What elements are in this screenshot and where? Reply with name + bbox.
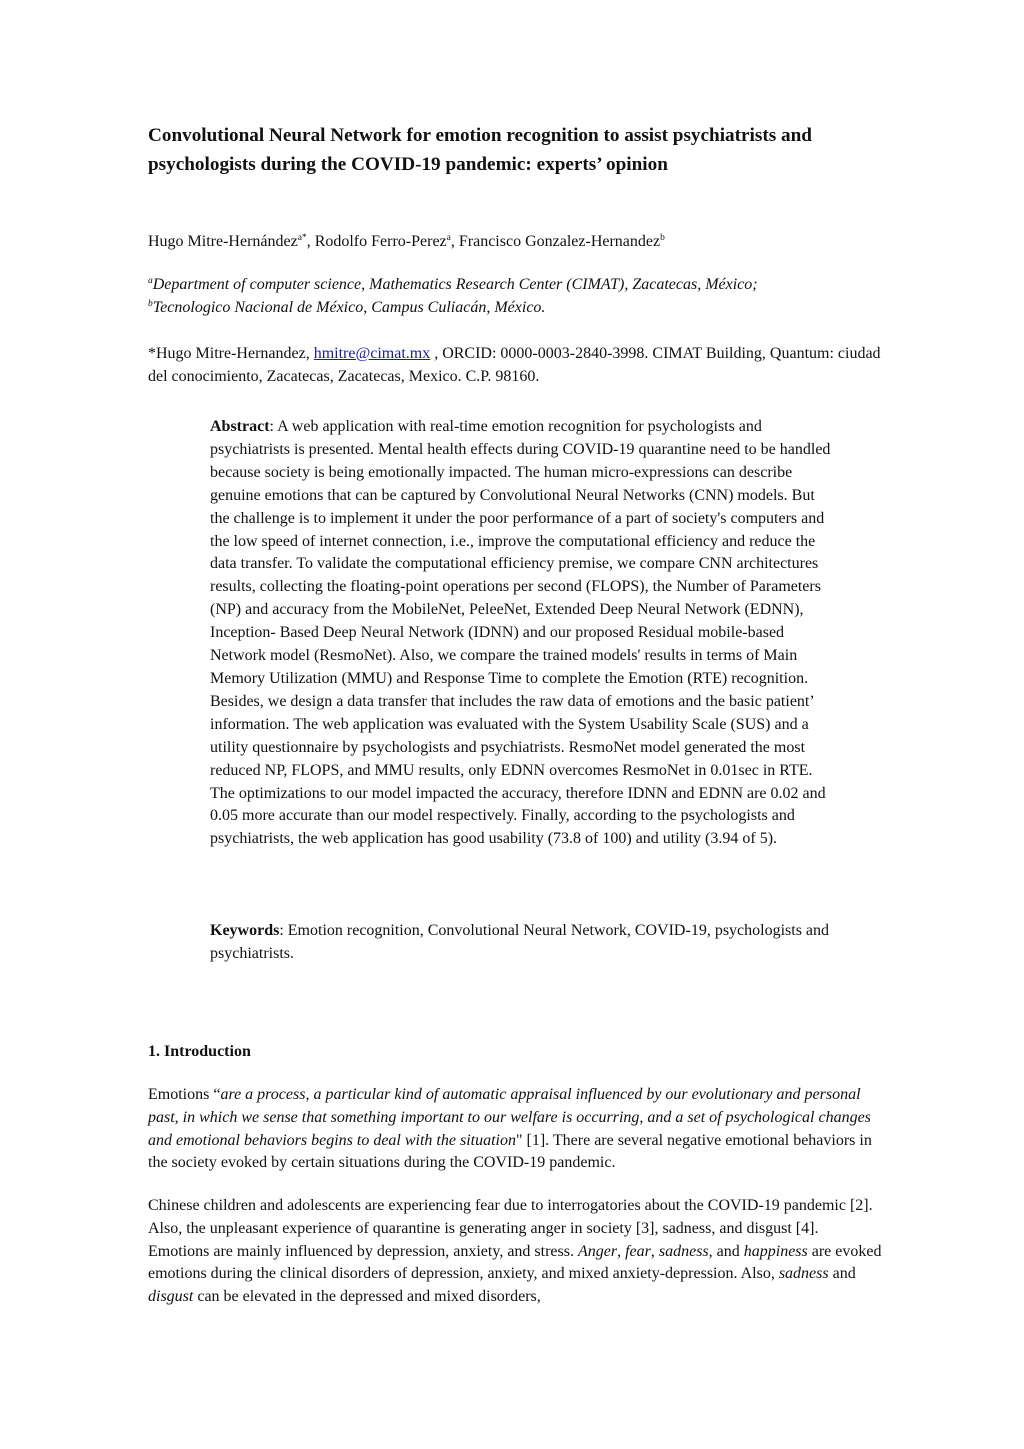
author-separator: ,	[306, 233, 315, 250]
email-link[interactable]: hmitre@cimat.mx	[313, 345, 431, 362]
text-run: can be elevated in the depressed and mixed disorders,	[193, 1288, 541, 1306]
text-run: and	[712, 1242, 744, 1260]
author-name: Hugo Mitre-Hernández	[148, 233, 298, 250]
author-name: Francisco Gonzalez-Hernandez	[458, 233, 661, 250]
keywords	[210, 920, 835, 966]
author-name: Rodolfo Ferro-Perez	[314, 233, 447, 250]
affiliation-a: Department of computer science, Mathematics Research Center (CIMAT), Zacatecas, México;	[152, 276, 758, 293]
italic-term: fear	[625, 1242, 651, 1260]
paper-title: Convolutional Neural Network for emotion recognition to assist psychiatrists and psychologists during the COVID-19 pandemic: experts’ opinion	[148, 125, 812, 175]
affiliation-b: Tecnologico Nacional de México, Campus Culiacán, México.	[152, 299, 546, 316]
affiliation-superscript: b	[148, 299, 153, 309]
text-run: Chinese children and adolescents are experiencing fear due to interrogatories about the COVID-19 pandemic [2]. Also, the unpleasant experience of quarantine is generating anger in society [3], sadness, and disgust [4]. Emotions are mainly influenced by depression, anxiety, and stress.	[148, 1197, 873, 1260]
abstract	[210, 416, 835, 851]
author-superscript: a	[446, 233, 451, 243]
abstract-label: Abstract	[210, 418, 270, 435]
keywords-text: : Emotion recognition, Convolutional Neural Network, COVID-19, psychologists and psychiatrists.	[210, 922, 830, 962]
affiliation-superscript: a	[148, 276, 153, 286]
text-run: ,	[650, 1242, 659, 1260]
keywords-label: Keywords	[210, 922, 280, 939]
text-run: ,	[617, 1242, 626, 1260]
abstract-text: : A web application with real-time emotion recognition for psychologists and psychiatrists is presented. Mental health effects during COVID-19 quarantine need to be handled because society is being emotionally impacted. The human micro-expressions can describe genuine emotions that can be captured by Convolutional Neural Networks (CNN) models. But the challenge is to implement it under the poor performance of a part of society's computers and the low speed of internet connection, i.e., improve the computational efficiency and reduce the data transfer. To validate the computational efficiency premise, we compare CNN architectures results, collecting the floating-point operations per second (FLOPS), the Number of Parameters (NP) and accuracy from the MobileNet, PeleeNet, Extended Deep Neural Network (EDNN), Inception- Based Deep Neural Network (IDNN) and our proposed Residual mobile-based Network model (ResmoNet). Also, we compare the trained models' results in terms of Main Memory Utilization (MMU) and Response Time to complete the Emotion (RTE) recognition. Besides, we design a data transfer that includes the raw data of emotions and the basic patient’ information. The web application was evaluated with the System Usability Scale (SUS) and a utility questionnaire by psychologists and psychiatrists. ResmoNet model generated the most reduced NP, FLOPS, and MMU results, only EDNN overcomes ResmoNet in 0.01sec in RTE. The optimizations to our model impacted the accuracy, therefore IDNN and EDNN are 0.02 and 0.05 more accurate than our model respectively. Finally, according to the psychologists and psychiatrists, the web application has good usability (73.8 of 100) and utility (3.94 of 5).	[210, 418, 831, 848]
corresponding-details: , ORCID: 0000-0003-2840-3998. CIMAT Building, Quantum: ciudad del conocimiento, Zacatecas, Zacatecas, Mexico. C.P. 98160.	[148, 345, 881, 385]
affiliations	[148, 273, 888, 319]
text-run: " [1]. There are several negative emotional behaviors in the society evoked by certain situations during the COVID-19 pandemic.	[148, 1131, 872, 1172]
italic-term: disgust	[148, 1288, 194, 1306]
italic-term: Anger	[577, 1242, 618, 1260]
italic-quote: are a process, a particular kind of automatic appraisal influenced by our evolutionary and personal past, in which we sense that something important to our welfare is occurring, and a set of psychological changes and emotional behaviors begins to deal with the situation	[148, 1086, 871, 1149]
intro-paragraph-1	[148, 1084, 883, 1175]
intro-paragraph-2	[148, 1195, 883, 1309]
italic-term: sadness	[778, 1265, 829, 1283]
author-list	[148, 230, 888, 254]
italic-term: sadness,	[658, 1242, 713, 1260]
text-run: and	[828, 1265, 856, 1283]
author-superscript: b	[660, 233, 665, 243]
section-heading-introduction: 1. Introduction	[148, 1043, 251, 1060]
author-superscript: a*	[297, 233, 307, 243]
corresponding-author	[148, 342, 888, 388]
corresponding-prefix: *Hugo Mitre-Hernandez,	[148, 345, 314, 362]
italic-term: happiness	[743, 1242, 808, 1260]
author-separator: ,	[450, 233, 459, 250]
text-run: are evoked emotions during the clinical disorders of depression, anxiety, and mixed anxiety-depression. Also,	[148, 1242, 882, 1283]
text-run: Emotions “	[148, 1086, 221, 1103]
